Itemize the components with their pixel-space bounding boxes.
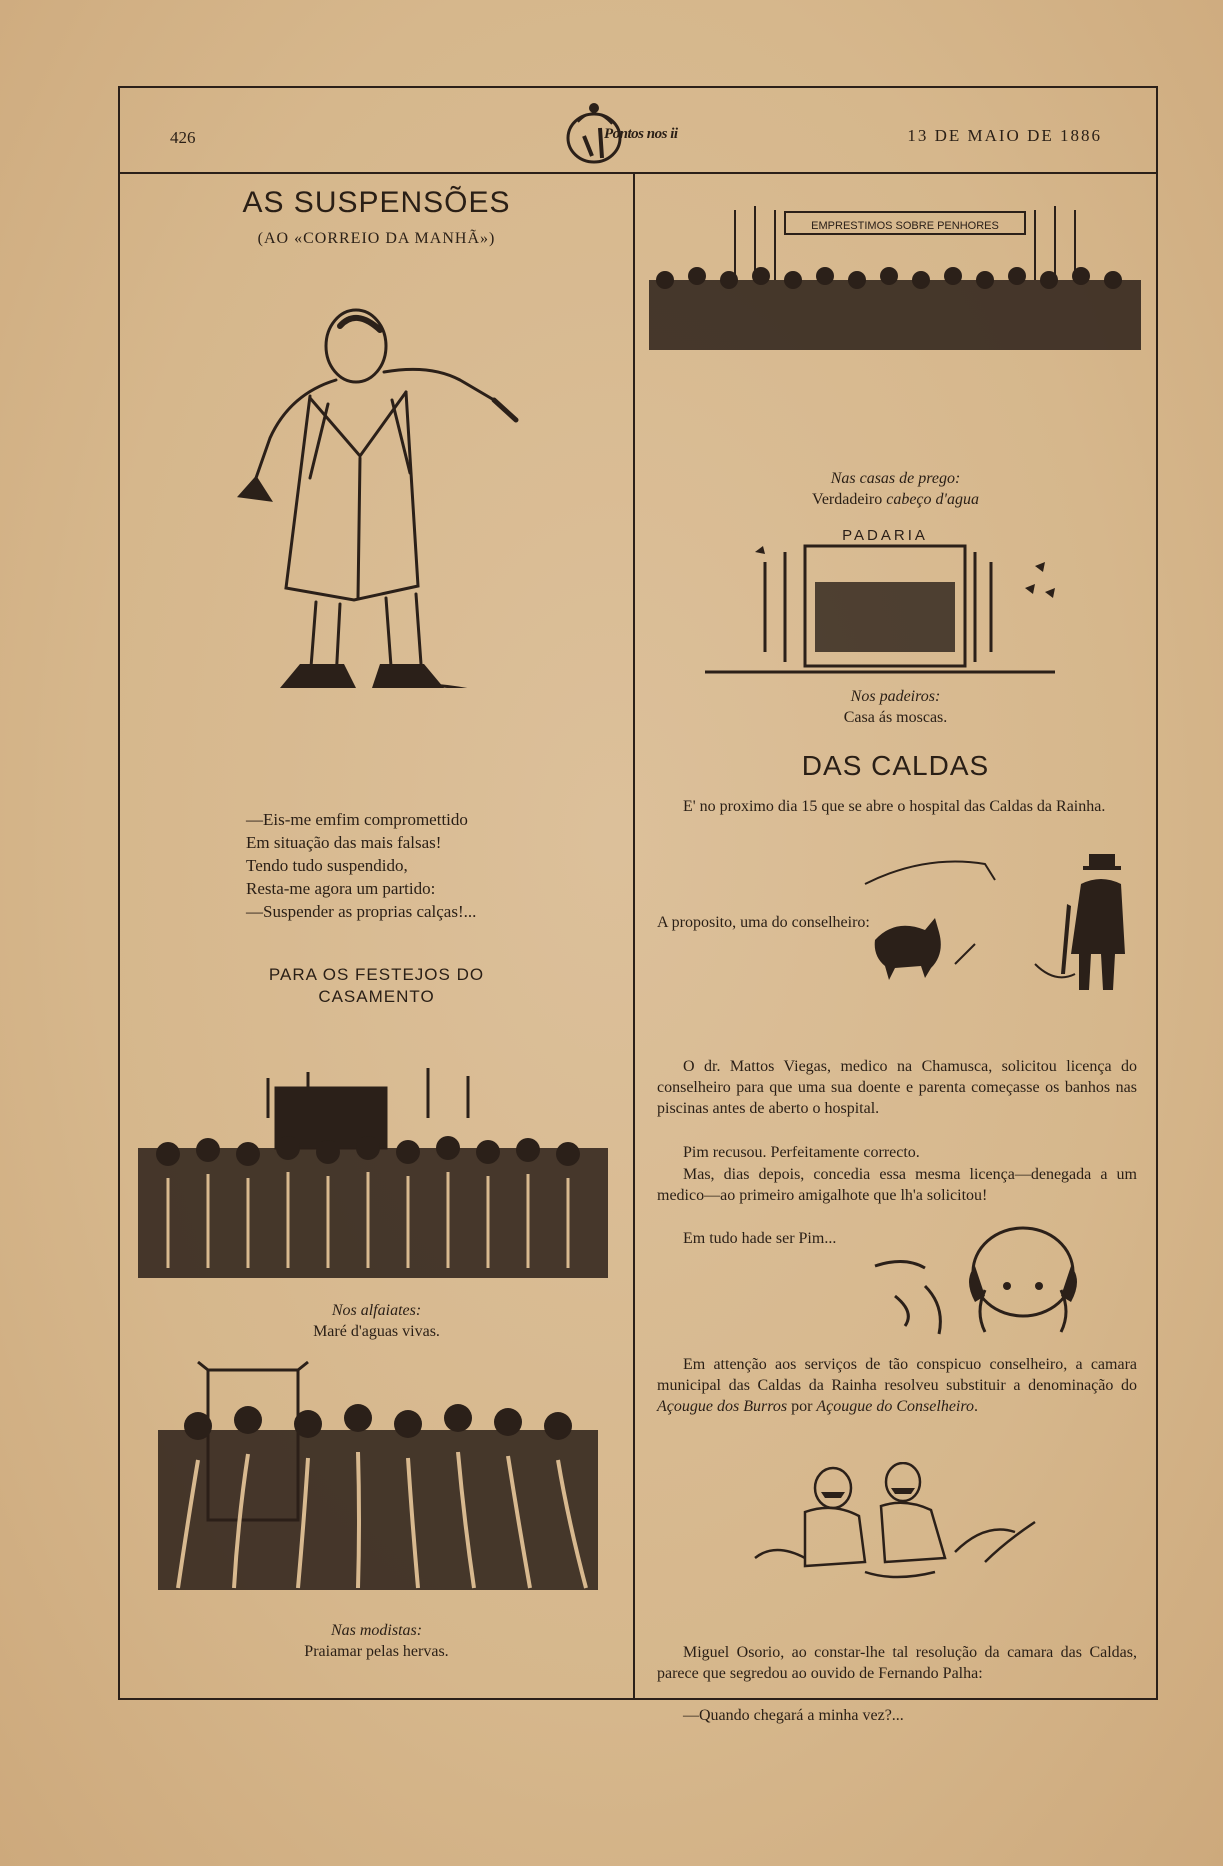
article-title-suspensoes: AS SUSPENSÕES: [242, 186, 511, 219]
right-column: [635, 172, 1156, 1724]
caption-heading: [635, 468, 1156, 489]
caption-text: Praiamar pelas hervas.: [304, 1643, 449, 1660]
page-frame: [118, 86, 1158, 1724]
masthead-title: Pontos nos ii: [604, 126, 678, 142]
article-title-caldas: DAS CALDAS: [801, 750, 990, 781]
caption-heading: [635, 686, 1156, 707]
paragraph: Em tudo hade ser Pim...: [683, 1230, 837, 1247]
paragraph: —Quando chegará a minha vez?...: [683, 1707, 904, 1724]
poem-line: Tendo tudo suspendido,: [246, 856, 408, 875]
caption-pawnshops: [635, 468, 1156, 510]
paragraph: Pim recusou. Perfeitamente correcto.: [683, 1144, 920, 1161]
paragraph-text: por: [787, 1398, 817, 1415]
caption-italic: Nos alfaiates:: [331, 1302, 422, 1319]
caption-text-part: Verdadeiro: [812, 491, 887, 508]
illustration-two-men-whispering: [735, 1462, 1065, 1592]
paragraph-italic: Açougue do Conselheiro: [816, 1398, 974, 1415]
poem-line: —Suspender as proprias calças!...: [246, 902, 477, 921]
illustration-pawnshop-crowd: [645, 200, 1145, 360]
paragraph-acougue: [657, 1354, 1137, 1417]
poem-line: Em situação das mais falsas!: [246, 833, 442, 852]
poem-line: Resta-me agora um partido:: [246, 879, 436, 898]
masthead-logo: [556, 96, 706, 168]
caption-bakers: [635, 686, 1156, 728]
pawnshop-sign-text: EMPRESTIMOS SOBRE PENHORES: [811, 220, 999, 232]
paragraph: E' no proximo dia 15 que se abre o hospital das Caldas da Rainha.: [683, 798, 1106, 815]
caption-dressmakers: [120, 1620, 633, 1662]
illustration-bakery: [695, 522, 1105, 682]
article-subtitle: (AO «CORREIO DA MANHÃ»): [257, 230, 496, 247]
paragraph: O dr. Mattos Viegas, medico na Chamusca, solicitou licença do conselheiro para que uma sua doente e parenta começasse os banhos nas piscinas antes de aberto o hospital.: [657, 1058, 1137, 1117]
caption-heading: [120, 1300, 633, 1321]
illustration-dressmakers-crowd: [138, 1360, 608, 1600]
paragraph: A proposito, uma do conselheiro:: [657, 914, 870, 931]
poem-line: —Eis-me emfim compromettido: [246, 810, 468, 829]
paragraph-text: Em attenção aos serviços de tão conspicuo conselheiro, a camara municipal das Caldas da Rainha resolveu substituir a denominação do: [657, 1356, 1137, 1394]
section-title-line: PARA OS FESTEJOS DO: [268, 965, 485, 984]
illustration-cat-and-conselheiro: [835, 844, 1155, 1000]
page-header: [120, 88, 1156, 174]
paragraph-italic: Açougue dos Burros: [657, 1398, 788, 1415]
caption-text: Maré d'aguas vivas.: [313, 1323, 440, 1340]
paragraph: Mas, dias depois, concedia essa mesma licença—denegada a um medico—ao primeiro amigalhote que lh'a solicitou!: [657, 1166, 1137, 1204]
paragraph-text: .: [974, 1398, 978, 1415]
caption-text: Casa ás moscas.: [843, 709, 948, 726]
caption-italic: Nas modistas:: [330, 1622, 423, 1639]
section-title-line: CASAMENTO: [318, 987, 435, 1006]
illustration-man-suspenders: [160, 268, 580, 688]
paragraph: Miguel Osorio, ao constar-lhe tal resolução da camara das Caldas, parece que segredou ao ouvido de Fernando Palha:: [657, 1644, 1137, 1682]
caption-tailors: [120, 1300, 633, 1342]
caption-italic: Nas casas de prego:: [830, 470, 961, 487]
caption-text: [635, 489, 1156, 510]
caption-italic: Nos padeiros:: [850, 688, 941, 705]
illustration-caricature-head: [835, 1216, 1135, 1346]
issue-date: 13 DE MAIO DE 1886: [907, 126, 1102, 145]
left-column: [120, 172, 633, 1698]
bakery-sign-text: PADARIA: [842, 527, 928, 544]
illustration-tailors-crowd: [128, 1058, 618, 1282]
caption-italic: cabeço d'agua: [886, 491, 979, 508]
poem: [246, 808, 476, 923]
caption-heading: [120, 1620, 633, 1641]
page-number: 426: [170, 128, 196, 147]
section-title-festejos: [120, 964, 633, 1008]
